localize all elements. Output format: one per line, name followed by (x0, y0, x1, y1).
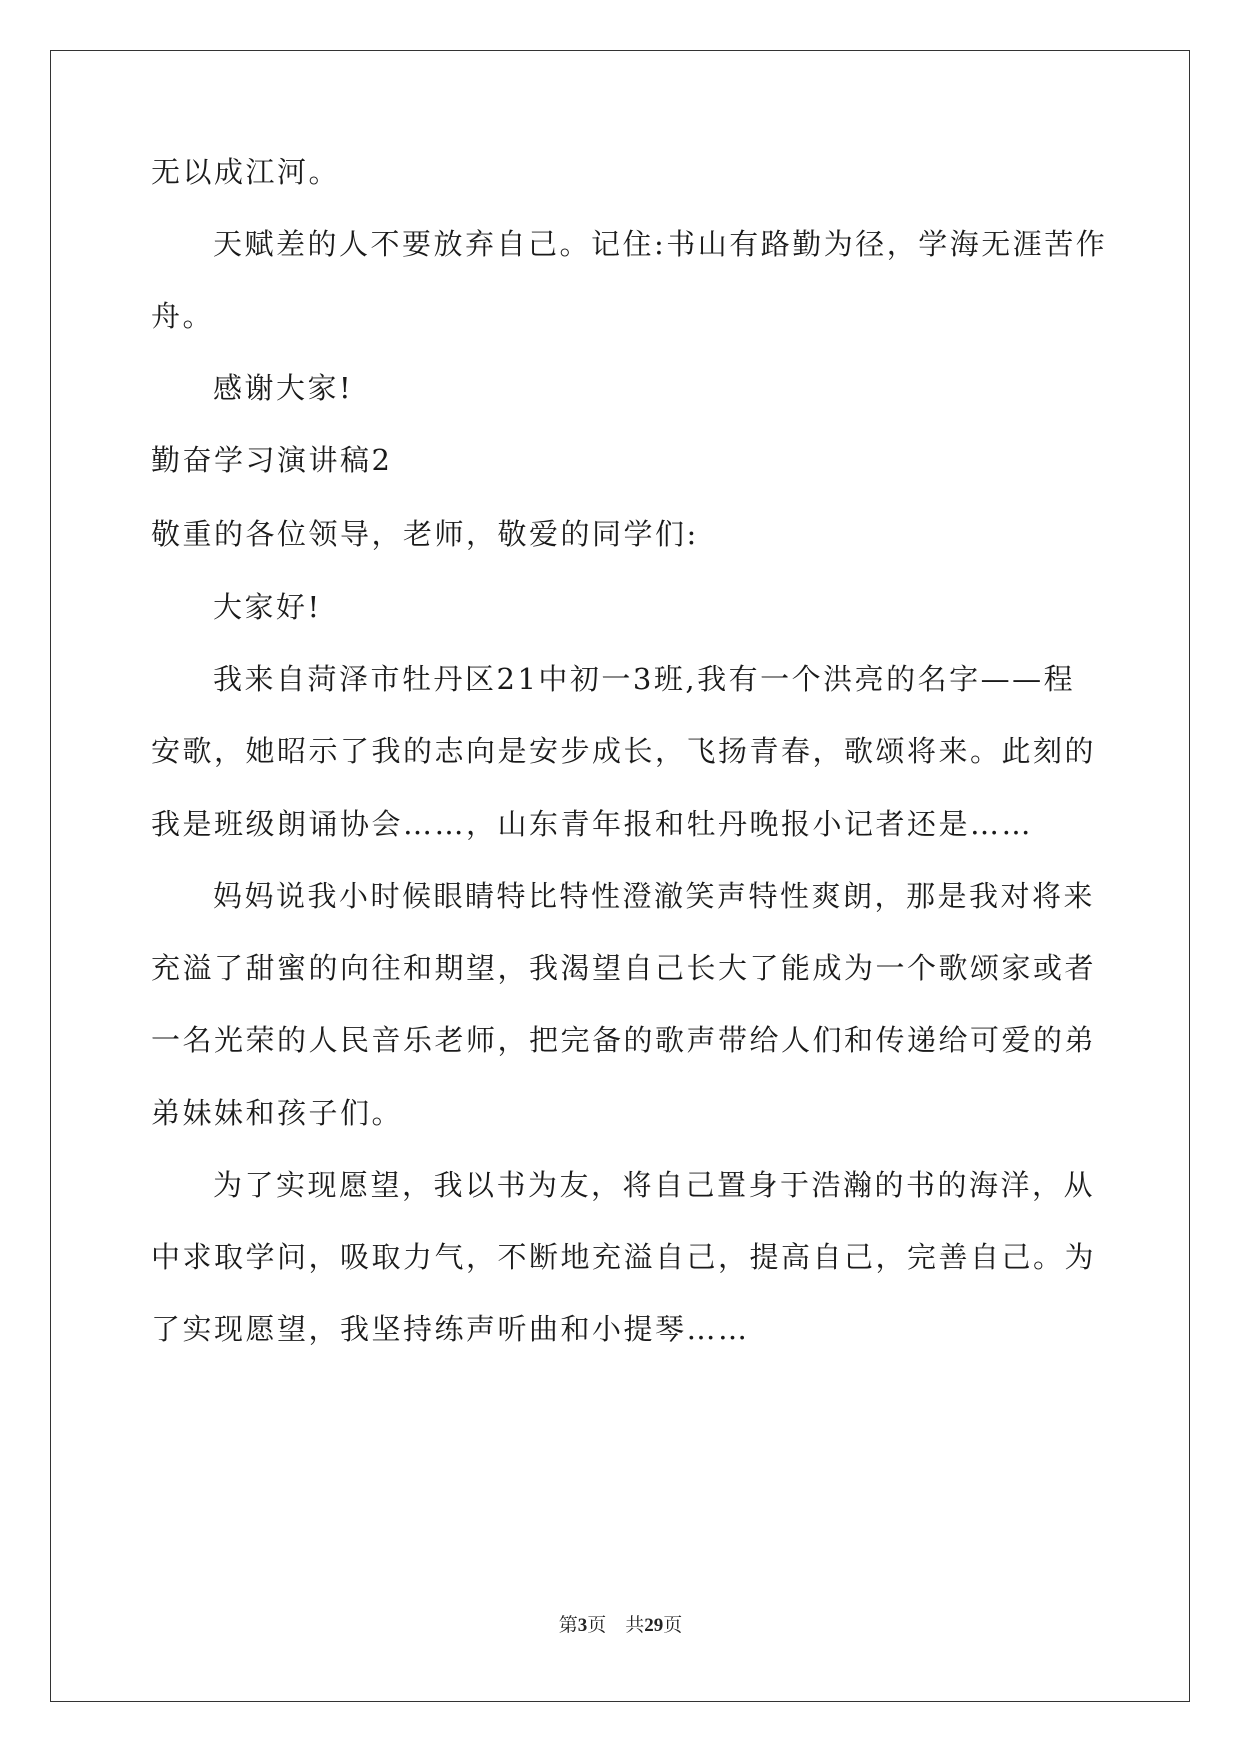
paragraph-line: 舟。 (151, 299, 215, 333)
page-footer (0, 1610, 1241, 1637)
paragraph-line: 弟妹妹和孩子们。 (151, 1096, 404, 1130)
greeting: 大家好! (213, 590, 322, 624)
paragraph-line: 我是班级朗诵协会……，山东青年报和牡丹晚报小记者还是…… (151, 807, 1034, 841)
footer-prefix: 第 (558, 1615, 578, 1636)
section-heading: 勤奋学习演讲稿2 (151, 443, 393, 477)
paragraph-line: 无以成江河。 (151, 155, 341, 189)
paragraph-line: 天赋差的人不要放弃自己。记住:书山有路勤为径，学海无涯苦作 (213, 227, 1108, 261)
paragraph-line: 为了实现愿望，我以书为友，将自己置身于浩瀚的书的海洋，从 (213, 1168, 1096, 1202)
page-border (50, 50, 1190, 1702)
paragraph-line: 了实现愿望，我坚持练声听曲和小提琴…… (151, 1312, 750, 1346)
paragraph-line: 充溢了甜蜜的向往和期望，我渴望自己长大了能成为一个歌颂家或者 (151, 951, 1097, 985)
paragraph-line: 中求取学问，吸取力气，不断地充溢自己，提高自己，完善自己。为 (151, 1240, 1097, 1274)
paragraph-line: 安歌，她昭示了我的志向是安步成长，飞扬青春，歌颂将来。此刻的 (151, 734, 1097, 768)
paragraph-line: 妈妈说我小时候眼睛特比特性澄澈笑声特性爽朗，那是我对将来 (213, 879, 1096, 913)
paragraph-line: 感谢大家! (213, 371, 354, 405)
current-page-number: 3 (577, 1615, 588, 1636)
salutation: 敬重的各位领导，老师，敬爱的同学们: (151, 517, 699, 551)
footer-middle: 页 共 (587, 1615, 645, 1636)
footer-suffix: 页 (663, 1615, 683, 1636)
paragraph-line: 一名光荣的人民音乐老师，把完备的歌声带给人们和传递给可爱的弟 (151, 1023, 1097, 1057)
total-page-count: 29 (644, 1615, 664, 1636)
paragraph-line: 我来自菏泽市牡丹区21中初一3班,我有一个洪亮的名字——程 (213, 662, 1076, 696)
